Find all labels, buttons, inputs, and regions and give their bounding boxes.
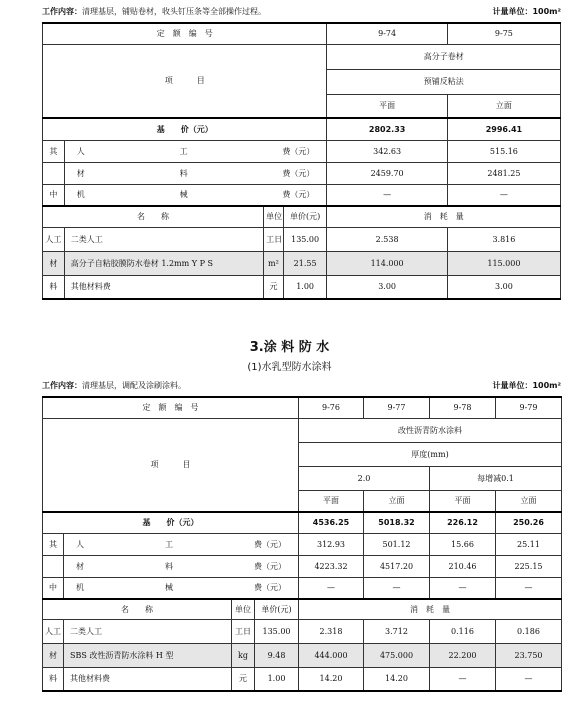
cost-value: 342.63 — [327, 140, 447, 162]
cost-label: 机 械 费（元） — [64, 184, 327, 206]
material-tag: 料 — [43, 667, 64, 691]
cost-value: — — [327, 184, 447, 206]
surface-vertical: 立面 — [364, 490, 430, 512]
table-row: SBS 改性沥青防水涂料 H 型 — [64, 643, 232, 667]
qi-label: 其 — [43, 140, 65, 162]
t1-work-content: 工作内容：清理基层，铺贴卷材，收头钉压条等全部操作过程。 — [42, 7, 266, 16]
material-type: 改性沥青防水涂料 — [299, 418, 562, 442]
section-title: 3.涂 料 防 水 — [249, 340, 330, 355]
table-row: 二类人工 — [64, 619, 232, 643]
cost-label: 人 工 费（元） — [64, 140, 327, 162]
quota-table-2: 定 额 编 号 9-76 9-77 9-78 9-79 项 目 改性沥青防水涂料 厚度(mm) 2.0 每增减0.1 平面 立面 平面 立面 基 价（元） 4536.25 5018.32 226.12 250.26 其 人 工 费（元） 312.93 501.12 15.66 25.11 材 料 费（元） 4223.32 4517.20 210.46 225.15 中 机 械 费（元） — — — — 名 称 单位 单价(元) 消 耗 量 人工 二类人工 工日 135.00 2.318 3.712 0.116 0.186 材 SBS 改性沥青防水涂料 H 型 kg 9.48 444.000 475.000 22.200 23.750 料 其他材料费 元 1.00 14.20 14.20 — — — [42, 396, 562, 692]
surface-vertical: 立面 — [496, 490, 562, 512]
t1-header — [42, 6, 561, 20]
base-price-value: 226.12 — [430, 512, 496, 533]
base-price-label: 基 价（元） — [43, 512, 299, 533]
section-subtitle: (1)水乳型防水涂料 — [247, 362, 332, 373]
t2-measure-unit: 计量单位：100m² — [492, 381, 561, 390]
construction-method: 预铺反粘法 — [327, 69, 561, 94]
quota-number-label: 定 额 编 号 — [43, 397, 299, 418]
table-row: 其他材料费 — [64, 667, 232, 691]
cost-label: 机 械 费（元） — [64, 577, 299, 599]
col-unit: 单位 — [264, 206, 284, 227]
col-price: 单价(元) — [255, 599, 299, 619]
material-tag: 材 — [43, 643, 64, 667]
thickness-value: 2.0 — [299, 466, 430, 490]
quota-code: 9-76 — [299, 397, 364, 418]
base-price-label: 基 价（元） — [43, 118, 327, 140]
base-price-value: 250.26 — [496, 512, 562, 533]
material-type: 高分子卷材 — [327, 44, 561, 69]
col-consumption: 消 耗 量 — [299, 599, 562, 619]
cost-label: 材 料 费（元） — [64, 555, 299, 577]
col-name: 名 称 — [43, 206, 264, 227]
quota-code: 9-78 — [430, 397, 496, 418]
cost-label: 材 料 费（元） — [64, 162, 327, 184]
cost-value: 2459.70 — [327, 162, 447, 184]
quota-code: 9-77 — [364, 397, 430, 418]
quota-table-1: 定 额 编 号 9-74 9-75 项 目 高分子卷材 预铺反粘法 平面 立面 基 价（元） 2802.33 2996.41 其 人 工 费（元） 342.63 515.16 材 料 费（元） 2459.70 2481.25 中 机 械 费（元） — — 名 称 单位 单价(元) 消 耗 量 人工 二类人工 工日 135.00 2.538 3.816 材 高分子自粘胶膜防水卷材 1.2mm Y P S m² 21.55 114.000 115.000 料 其他材料费 元 1.00 3.00 3.00 — [42, 22, 561, 300]
table-row: 其他材料费 — [64, 275, 263, 299]
col-consumption: 消 耗 量 — [327, 206, 561, 227]
table-row: 高分子自粘胶膜防水卷材 1.2mm Y P S — [64, 251, 263, 275]
t2-work-content: 工作内容：清理基层，调配及涂刷涂料。 — [42, 381, 186, 390]
cost-value: 2481.25 — [447, 162, 560, 184]
labor-tag: 人工 — [43, 619, 64, 643]
base-price-value: 2996.41 — [447, 118, 560, 140]
material-tag: 材 — [43, 251, 65, 275]
surface-flat: 平面 — [430, 490, 496, 512]
labor-tag: 人工 — [43, 227, 65, 251]
zhong-label: 中 — [43, 577, 64, 599]
qi-label: 其 — [43, 533, 64, 555]
quota-number-label: 定 额 编 号 — [43, 23, 327, 44]
thickness-increment: 每增减0.1 — [430, 466, 562, 490]
surface-flat: 平面 — [299, 490, 364, 512]
cost-value: — — [447, 184, 560, 206]
thickness-label: 厚度(mm) — [299, 442, 562, 466]
quota-code: 9-79 — [496, 397, 562, 418]
t2-header — [42, 380, 561, 394]
base-price-value: 4536.25 — [299, 512, 364, 533]
table-row: 二类人工 — [64, 227, 263, 251]
cost-value: 515.16 — [447, 140, 560, 162]
item-label: 项 目 — [43, 418, 299, 512]
material-tag: 料 — [43, 275, 65, 299]
item-label: 项 目 — [43, 44, 327, 118]
base-price-value: 5018.32 — [364, 512, 430, 533]
quota-code: 9-75 — [447, 23, 560, 44]
col-name: 名 称 — [43, 599, 232, 619]
base-price-value: 2802.33 — [327, 118, 447, 140]
t1-measure-unit: 计量单位：100m² — [492, 7, 561, 16]
cost-label: 人 工 费（元） — [64, 533, 299, 555]
quota-code: 9-74 — [327, 23, 447, 44]
zhong-label: 中 — [43, 184, 65, 206]
col-price: 单价(元) — [283, 206, 327, 227]
col-unit: 单位 — [232, 599, 255, 619]
surface-vertical: 立面 — [447, 94, 560, 118]
surface-flat: 平面 — [327, 94, 447, 118]
